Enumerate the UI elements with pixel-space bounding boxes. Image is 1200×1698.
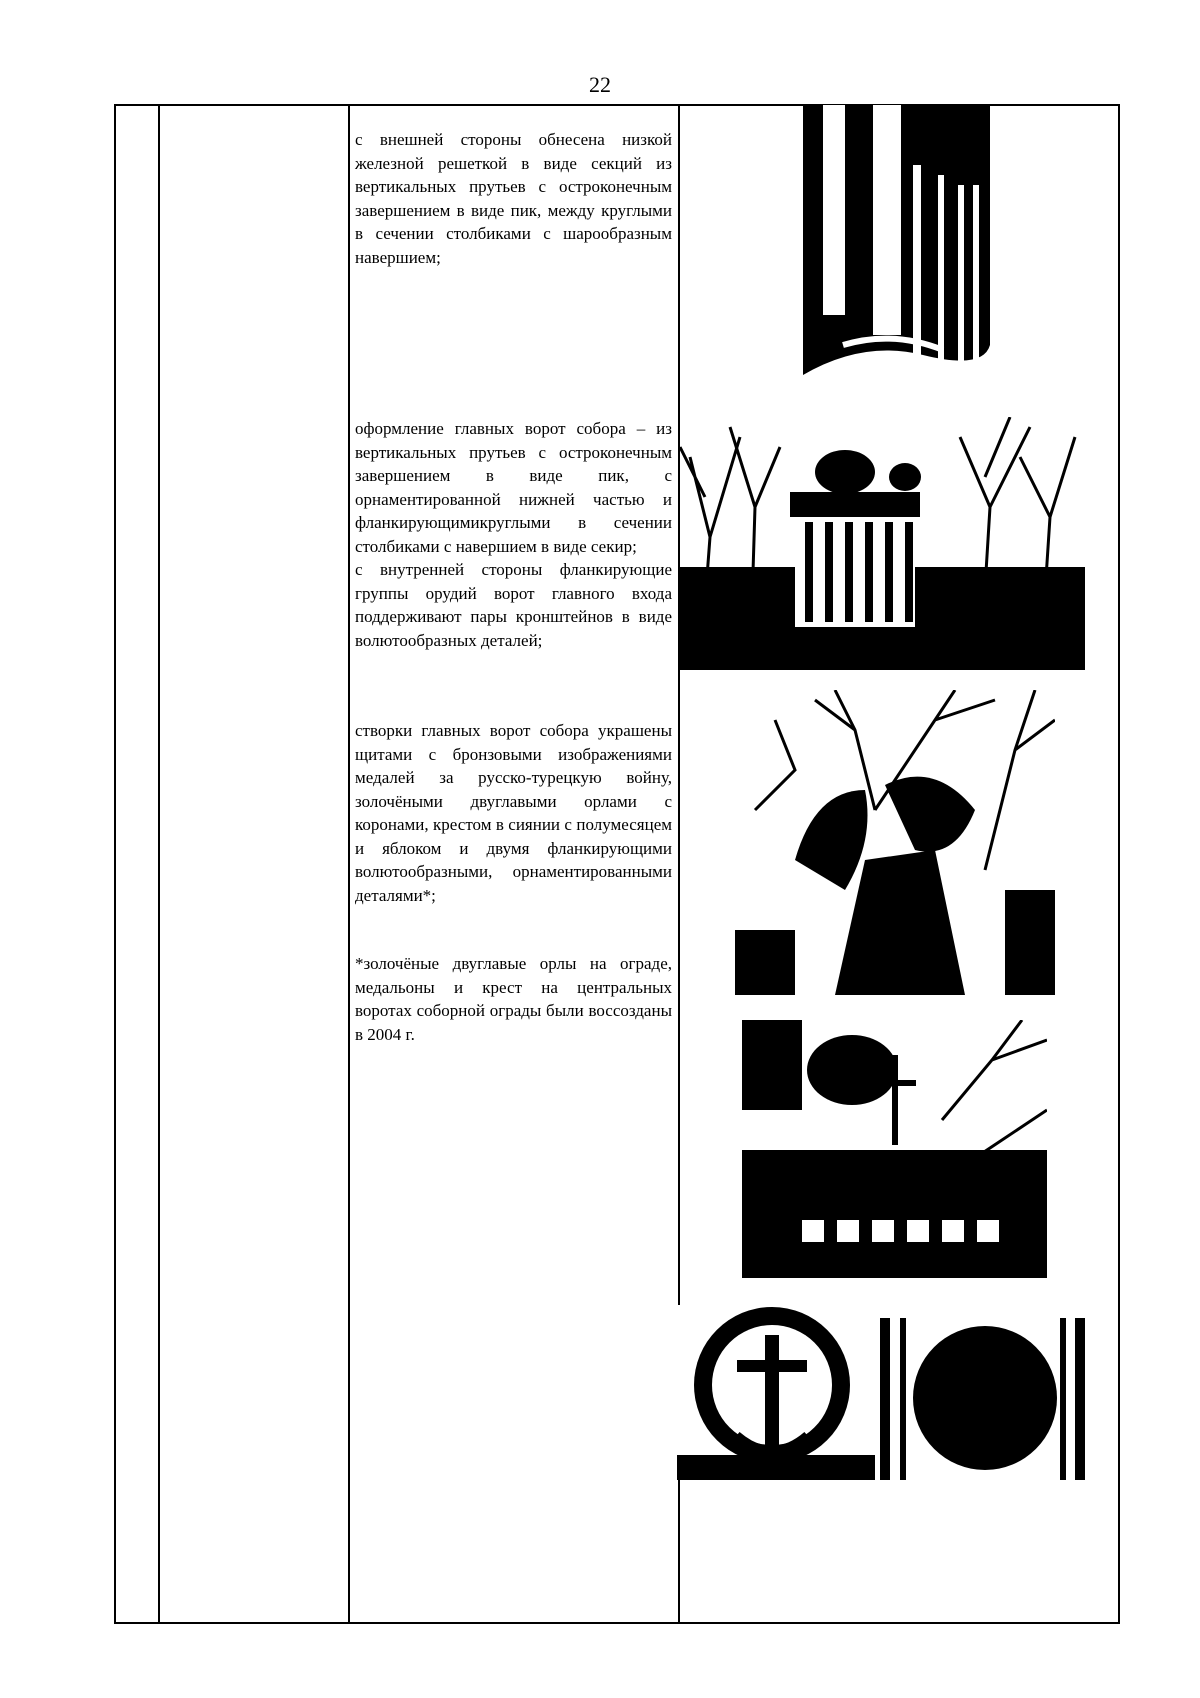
text-block-footnote: [355, 952, 672, 1046]
page-number: 22: [589, 72, 611, 97]
photo-fence-posts: [803, 105, 990, 390]
paragraph: с внутренней стороны фланкирующие группы орудий ворот главного входа поддерживают пары кронштейнов в виде волютообразных деталей;: [355, 560, 672, 650]
text-block-leaves: [355, 719, 672, 907]
text-block-gate: [355, 417, 672, 652]
photo-double-headed-eagle: [735, 690, 1055, 995]
photo-cathedral-gate: [680, 417, 1085, 670]
paragraph: створки главных ворот собора украшены щитами с бронзовыми изображениями медалей за русско-турецкую войну, золочёными двуглавыми орлами с коронами, крестом в сиянии с полумесяцем и яблоком и двумя фланкирующими волютообразными, орнаментированными деталями*;: [355, 721, 672, 905]
text-block-fence: [355, 128, 672, 269]
photo-medallion-cross: [677, 1305, 875, 1480]
photo-cross-over-gate: [742, 1020, 1047, 1278]
column-divider-1: [158, 104, 160, 1624]
column-divider-2: [348, 104, 350, 1624]
footnote: *золочёные двуглавые орлы на ограде, медальоны и крест на центральных воротах соборной ограды были воссозданы в 2004 г.: [355, 954, 672, 1044]
paragraph: с внешней стороны обнесена низкой железной решеткой в виде секций из вертикальных прутьев с остроконечным завершением в виде пик, между круглыми в сечении столбиками с шарообразным навершием;: [355, 130, 672, 267]
photo-round-shield: [880, 1318, 1085, 1480]
paragraph: оформление главных ворот собора – из вертикальных прутьев с остроконечным завершением в виде пик, с орнаментированной нижней частью и фланкирующимикруглыми в сечении столбиками с навершием в виде секир;: [355, 419, 672, 556]
